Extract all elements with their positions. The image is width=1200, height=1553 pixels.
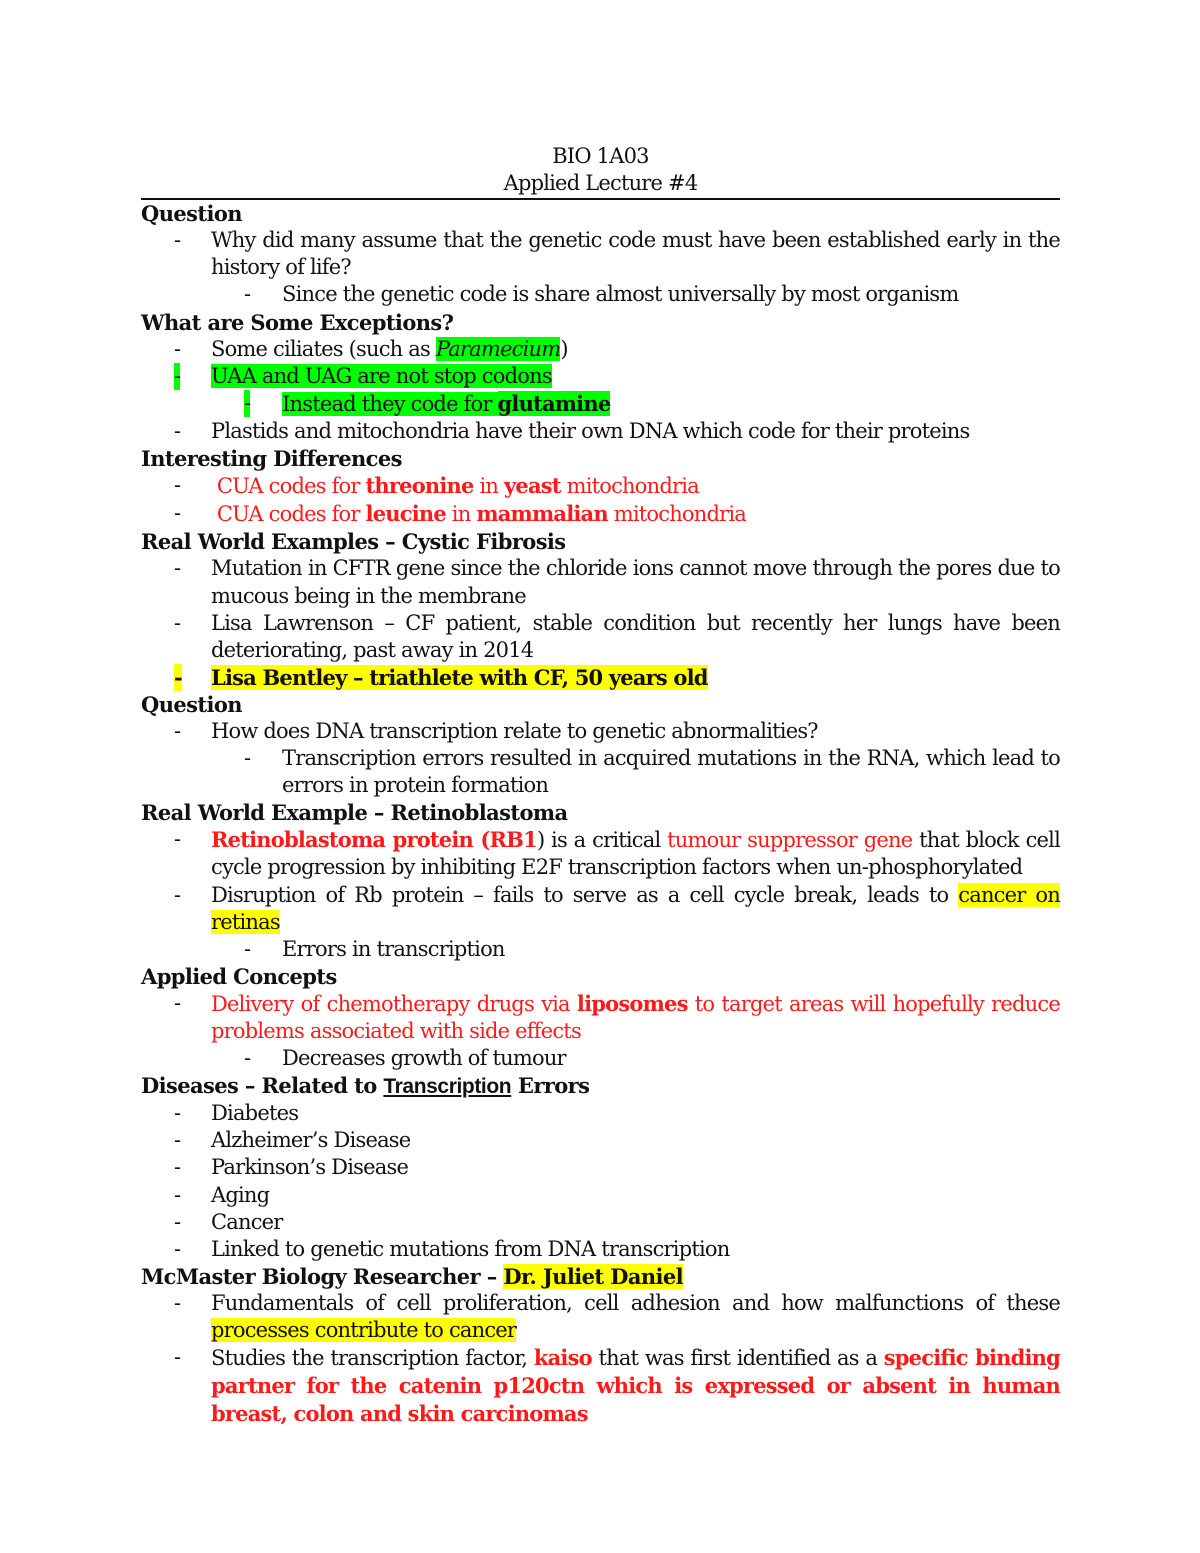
list-item xyxy=(141,1236,1060,1263)
bullet-text: Lisa Lawrenson – CF patient, stable condition but recently her lungs have been deteriorating, past away in 2014 xyxy=(211,610,1060,662)
bullet-item-highlighted xyxy=(141,363,1060,390)
bullet-dash: - xyxy=(244,282,251,307)
highlighted-text: Instead they code for xyxy=(282,391,498,416)
section-heading-retinoblastoma: Real World Example – Retinoblastoma xyxy=(141,800,568,826)
bullet-text: Linked to genetic mutations from DNA transcription xyxy=(211,1236,730,1261)
red-bold-term: specific binding partner for the catenin p120ctn which is expressed or absent in human breast, colon and skin carcinomas xyxy=(211,1345,1061,1427)
heading-text: Diseases – Related to xyxy=(141,1073,384,1099)
bullet-text: Why did many assume that the genetic code must have been established early in the history of life? xyxy=(211,228,1060,280)
bullet-text: mitochondria xyxy=(607,502,747,527)
section-heading-exceptions: What are Some Exceptions? xyxy=(141,309,454,335)
bullet-dash: - xyxy=(174,1209,181,1234)
list-item xyxy=(141,1209,1060,1236)
bullet-dash: - xyxy=(174,418,181,443)
bullet-item xyxy=(141,227,1060,281)
bullet-text: in xyxy=(473,474,504,499)
list-item xyxy=(141,1154,1060,1181)
lecture-title: Applied Lecture #4 xyxy=(503,171,698,196)
bullet-dash: - xyxy=(174,827,181,852)
red-bold-term: Retinoblastoma protein (RB1 xyxy=(211,827,537,853)
bullet-dash: - xyxy=(244,1046,251,1071)
bullet-dash: - xyxy=(174,664,182,690)
bold-term: mammalian xyxy=(476,501,608,527)
bullet-dash: - xyxy=(174,990,181,1015)
bold-term: liposomes xyxy=(576,990,688,1016)
bold-term: yeast xyxy=(504,473,561,499)
bullet-dash: - xyxy=(174,556,181,581)
list-item xyxy=(141,1127,1060,1154)
highlighted-text: cancer on retinas xyxy=(211,882,1060,934)
course-title: BIO 1A03 xyxy=(552,144,649,168)
bullet-item-red xyxy=(141,990,1060,1045)
bullet-text: that block cell cycle progression by inhibiting E2F transcription factors when un-phosphorylated xyxy=(211,828,1061,880)
bullet-item-red xyxy=(141,472,1060,500)
sub-bullet-item xyxy=(141,936,1060,963)
section-heading-researcher xyxy=(141,1263,1060,1290)
highlighted-text: Lisa Bentley – triathlete with CF, 50 years old xyxy=(211,664,708,690)
bullet-text: Some ciliates (such as xyxy=(211,336,436,361)
bullet-text: Delivery of chemotherapy drugs via xyxy=(211,991,577,1016)
bullet-text: CUA codes for xyxy=(216,502,366,527)
bullet-dash: - xyxy=(174,1236,181,1261)
bullet-dash: - xyxy=(174,1128,181,1153)
bullet-text: How does DNA transcription relate to genetic abnormalities? xyxy=(211,718,818,743)
bullet-dash: - xyxy=(244,746,251,771)
section-heading-diseases xyxy=(141,1072,1060,1100)
bullet-dash: - xyxy=(174,718,181,743)
bullet-dash: - xyxy=(174,1290,181,1315)
bullet-item xyxy=(141,718,1060,745)
bullet-dash: - xyxy=(174,1101,181,1126)
section-heading-differences: Interesting Differences xyxy=(141,446,402,472)
bullet-dash: - xyxy=(174,1182,181,1207)
bullet-text: Errors in transcription xyxy=(282,936,505,961)
bullet-text: CUA codes for xyxy=(216,474,366,499)
bullet-dash: - xyxy=(244,936,251,961)
sub-bullet-item-highlighted xyxy=(141,390,1060,418)
highlighted-name: Dr. Juliet Daniel xyxy=(503,1263,684,1289)
bullet-text: Decreases growth of tumour xyxy=(282,1046,566,1071)
bold-term: leucine xyxy=(365,501,446,527)
lecture-notes xyxy=(141,143,1060,1428)
section-heading-cystic-fibrosis: Real World Examples – Cystic Fibrosis xyxy=(141,529,566,555)
bullet-dash: - xyxy=(174,882,181,907)
sub-bullet-item xyxy=(141,1045,1060,1072)
list-item xyxy=(141,1182,1060,1209)
bullet-item xyxy=(141,826,1060,881)
bullet-item xyxy=(141,1344,1060,1428)
section-heading-applied-concepts: Applied Concepts xyxy=(141,963,337,989)
bullet-item xyxy=(141,336,1060,363)
sub-bullet-item xyxy=(141,745,1060,799)
highlighted-text: UAA and UAG are not stop codons xyxy=(211,363,552,388)
bullet-dash: - xyxy=(174,336,181,361)
bullet-dash: - xyxy=(174,1345,181,1370)
bullet-text: ) is a critical xyxy=(536,828,668,853)
bullet-item-red xyxy=(141,500,1060,528)
bullet-text: Studies the transcription factor, xyxy=(211,1346,534,1371)
bullet-text: Alzheimer’s Disease xyxy=(211,1128,411,1153)
bullet-dash: - xyxy=(244,390,250,417)
bullet-dash: - xyxy=(174,228,181,253)
bullet-dash: - xyxy=(174,1155,181,1180)
bullet-dash: - xyxy=(174,363,180,390)
red-bold-term: kaiso xyxy=(533,1345,592,1371)
heading-text: McMaster Biology Researcher – xyxy=(141,1263,504,1289)
sub-bullet-item xyxy=(141,281,1060,308)
highlighted-term: Paramecium xyxy=(435,336,561,361)
bullet-text: Since the genetic code is share almost universally by most organism xyxy=(282,282,959,307)
section-heading-question-2: Question xyxy=(141,691,242,717)
bullet-text: Transcription errors resulted in acquired mutations in the RNA, which lead to errors in protein formation xyxy=(282,746,1060,798)
bullet-item xyxy=(141,555,1060,609)
underlined-term: Transcription xyxy=(383,1075,512,1099)
list-item xyxy=(141,1100,1060,1127)
heading-text: Errors xyxy=(511,1073,590,1099)
bullet-item xyxy=(141,610,1060,664)
bullet-dash: - xyxy=(174,473,181,498)
bullet-text: Plastids and mitochondria have their own DNA which code for their proteins xyxy=(211,418,970,443)
highlighted-bold-term: glutamine xyxy=(497,390,611,416)
section-heading-question: Question xyxy=(141,201,242,227)
bullet-item xyxy=(141,418,1060,445)
red-term: tumour suppressor gene xyxy=(667,828,913,853)
bullet-text: Diabetes xyxy=(211,1101,299,1126)
bullet-item-highlighted xyxy=(141,664,1060,691)
bullet-dash: - xyxy=(174,501,181,526)
bullet-text: that was first identified as a xyxy=(591,1346,884,1371)
highlighted-text: processes contribute to cancer xyxy=(211,1318,517,1343)
bullet-text: mitochondria xyxy=(560,474,699,499)
bullet-text: Aging xyxy=(211,1182,270,1207)
bullet-text: in xyxy=(445,502,477,527)
bullet-item xyxy=(141,882,1060,936)
bullet-text: Disruption of Rb protein – fails to serve as a cell cycle break, leads to xyxy=(211,882,959,907)
bullet-text: Cancer xyxy=(211,1209,283,1234)
bullet-dash: - xyxy=(174,610,181,635)
bullet-text: to target areas will hopefully reduce problems associated with side effects xyxy=(211,991,1060,1043)
bullet-text: Mutation in CFTR gene since the chloride ions cannot move through the pores due to mucous being in the membrane xyxy=(211,556,1060,608)
bullet-text: Fundamentals of cell proliferation, cell adhesion and how malfunctions of these xyxy=(211,1290,1060,1315)
bullet-text: Parkinson’s Disease xyxy=(211,1155,409,1180)
bullet-text: ) xyxy=(560,336,568,361)
bullet-item xyxy=(141,1290,1060,1344)
bold-term: threonine xyxy=(365,473,474,499)
